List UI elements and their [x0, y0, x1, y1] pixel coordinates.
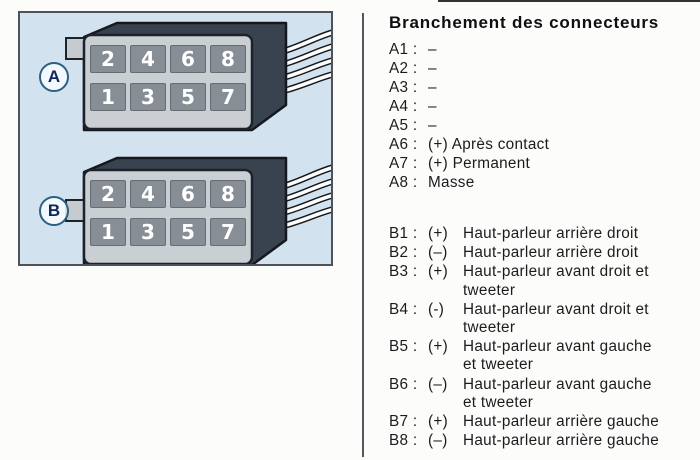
pin-id: B7 :	[389, 413, 418, 431]
pin-b5: 5	[170, 218, 206, 246]
pin-entry-a7	[389, 154, 700, 173]
pin-id: A8 :	[389, 174, 418, 191]
pin-entry-b3	[389, 263, 700, 299]
description-line-1: Haut-parleur arrière droit	[463, 244, 639, 262]
pin-entry-a2	[389, 59, 700, 78]
pin-entry-a8	[389, 173, 700, 192]
connector-a-pin-list	[389, 40, 700, 192]
pin-a1: 1	[90, 83, 126, 111]
pin-value: (+) Après contact	[428, 136, 550, 153]
pin-value: Masse	[428, 174, 475, 191]
pin-entry-b4	[389, 301, 700, 337]
pin-b6: 6	[170, 180, 206, 208]
pin-value: –	[428, 41, 437, 58]
description-line-1: Haut-parleur avant gauche	[463, 375, 652, 393]
pin-entry-b6	[389, 376, 700, 412]
connector-b-drawing	[54, 156, 333, 266]
pin-a3: 3	[130, 83, 166, 111]
description-line-2: tweeter	[463, 319, 516, 337]
connector-diagram-panel	[18, 11, 333, 266]
pin-id: B8 :	[389, 432, 418, 450]
description-line-2: et tweeter	[463, 393, 534, 411]
pin-entry-b7	[389, 413, 700, 431]
polarity: (-)	[428, 300, 445, 318]
polarity: (+)	[428, 263, 449, 281]
pin-description	[463, 432, 668, 450]
pin-entry-a1	[389, 40, 700, 59]
pin-a5: 5	[170, 83, 206, 111]
connector-b-pin-list	[389, 225, 700, 450]
pin-a2: 2	[90, 45, 126, 73]
pin-description	[463, 338, 668, 374]
pin-description	[463, 301, 668, 337]
page-title: Branchement des connecteurs	[389, 13, 660, 32]
pin-a4: 4	[130, 45, 166, 73]
pin-description	[463, 263, 668, 299]
pin-a7: 7	[210, 83, 246, 111]
polarity: (+)	[428, 413, 449, 431]
polarity: (–)	[428, 432, 448, 450]
pin-id: A1 :	[389, 41, 418, 58]
pin-entry-b8	[389, 432, 700, 450]
description-line-1: Haut-parleur avant gauche	[463, 338, 652, 356]
polarity: (+)	[428, 338, 449, 356]
pin-entry-a5	[389, 116, 700, 135]
pin-description	[463, 244, 668, 262]
pin-entry-a4	[389, 97, 700, 116]
pin-id: A3 :	[389, 79, 418, 96]
connector-a-illustration	[54, 21, 333, 141]
pin-entry-b2	[389, 244, 700, 262]
pin-id: A2 :	[389, 60, 418, 77]
pin-b3: 3	[130, 218, 166, 246]
pin-id: B2 :	[389, 244, 418, 262]
polarity: (+)	[428, 225, 449, 242]
pin-value: –	[428, 60, 437, 77]
pin-b7: 7	[210, 218, 246, 246]
pin-id: B4 :	[389, 300, 418, 318]
pin-value: –	[428, 79, 437, 96]
polarity: (–)	[428, 244, 448, 262]
pin-entry-a6	[389, 135, 700, 154]
connector-a-drawing	[54, 21, 333, 141]
pin-assignment-panel	[362, 13, 700, 457]
description-line-1: Haut-parleur arrière gauche	[463, 413, 660, 431]
description-line-1: Haut-parleur arrière droit	[463, 225, 639, 242]
pin-b1: 1	[90, 218, 126, 246]
description-line-2: et tweeter	[463, 356, 534, 374]
pin-description	[463, 376, 668, 412]
pin-id: A7 :	[389, 155, 418, 172]
pin-description	[463, 225, 668, 243]
pin-a8: 8	[210, 45, 246, 73]
pin-id: B5 :	[389, 338, 418, 356]
pin-entry-b1	[389, 225, 700, 243]
pin-value: –	[428, 98, 437, 115]
description-line-2: tweeter	[463, 281, 516, 299]
pin-description	[463, 413, 668, 431]
pin-b4: 4	[130, 180, 166, 208]
pin-a6: 6	[170, 45, 206, 73]
pin-id: B1 :	[389, 225, 418, 242]
pin-id: A4 :	[389, 98, 418, 115]
pin-id: B3 :	[389, 263, 418, 281]
connector-a-label: A	[39, 62, 69, 92]
connector-b-label: B	[39, 196, 69, 226]
pin-id: B6 :	[389, 375, 418, 393]
pin-b8: 8	[210, 180, 246, 208]
pin-entry-a3	[389, 78, 700, 97]
description-line-1: Haut-parleur arrière gauche	[463, 432, 660, 450]
pin-entry-b5	[389, 338, 700, 374]
pin-id: A6 :	[389, 136, 418, 153]
connector-b-illustration	[54, 156, 333, 266]
pin-b2: 2	[90, 180, 126, 208]
pin-value: –	[428, 117, 437, 134]
polarity: (–)	[428, 375, 448, 393]
top-border-line	[438, 0, 700, 2]
description-line-1: Haut-parleur avant droit et	[463, 263, 649, 281]
pin-id: A5 :	[389, 117, 418, 134]
pin-value: (+) Permanent	[428, 155, 531, 172]
description-line-1: Haut-parleur avant droit et	[463, 300, 649, 318]
